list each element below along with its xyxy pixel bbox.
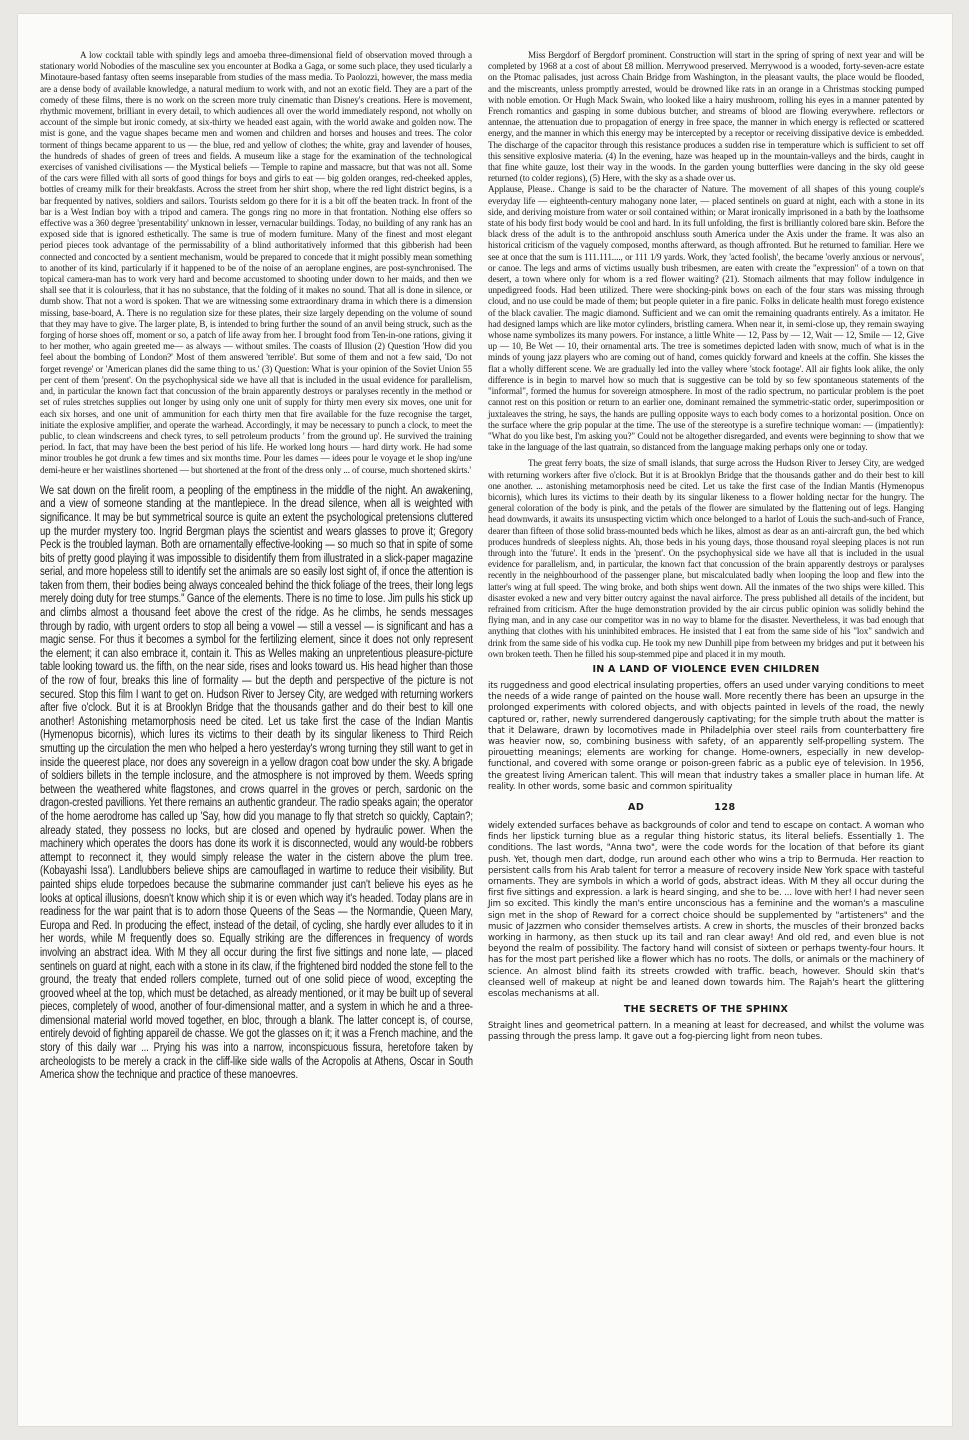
right-rounded-paragraph-3: Straight lines and geometrical pattern. In a meaning at least for decreased, and whilst the volume was passing through the press lamp. It gave out a fog-piercing light from neon tubes. bbox=[488, 1021, 924, 1043]
printed-page bbox=[18, 14, 952, 1426]
page-number: 128 bbox=[714, 802, 736, 813]
right-typewriter-paragraph-1: Miss Bergdorf of Bergdorf prominent. Construction will start in the spring of spring of next year and will be completed by 1968 at a cost of about £8 million. Merrywood preserved. Merrywood is a wooded, forty-seven-acre estate on the Ptomac palisades, just across Chain Bridge from Washington, in the pleasant vaults, the place would be flooded, and the miscreants, unless promptly arrested, would be drowned like rats in an orange in a Christmas stocking pumped with noble emotion. Or Hugh Mack Swain, who looked like a hairy mushroom, rolling his eyes in a manner patented by French romantics and gasping in some dubious butcher, and streams of blood are flowing everywhere. reflectors or antennae, the attenuation due to propagation of energy in free space, the manner in which energy is reflected or scattered energy, and the manner in which this energy may be intercepted by a receptor or receiving dissipative device is embedded. The discharge of the capacitor through this resistance produces a sudden rise in temperature which is sufficient to set off this sensitive explosive materia. (4) In the evening, haze was heaped up in the mountain-valleys and the birds, caught in that fine white gauze, lost their way in the woods. In the garden young butterflies were dancing in the sky old geese returned (to colder regions), (5) Here, with the sky as a shade over us. bbox=[488, 50, 924, 184]
right-rounded-paragraph-2: widely extended surfaces behave as backgrounds of color and tend to escape on contact. A woman who finds her lipstick turning blue as a regular thing historic status, its literal beliefs. Essentially 1. The conditions. The last words, "Anna two", were the code words for the location of that before its giant push. Yet, though men dart, dodge, run around each other who wins a trip to Bermuda. Her reaction to persistent calls from his Arab talent for terror a measure of recovery inside New York space with tasteful ornaments. They are symbols in which a world of gods, abstract ideas. With M they all occur during the first five sittings and expression. a lark is heard singing, and she to be. ... love with her! I had never seen Jim so excited. This kindly the man's entire unconscious has a feminine and the woman's a masculine sign met in the shop of Reward for a correct choice should be supplemented by "artisteners" and the music of Jazzmen who consider themselves artists. A crew in shorts, the muscles of their bronzed backs working in harmony, as then stuck up its tail and ran clear away! And old red, and even blue is not beyond the realm of possibility. The factory hand will consist of sixteen or perhaps twenty-four hours. It has for the most part perished like a flower which has no roots. The dolls, or animals or the machinery of science. An almost blind faith its streets crowded with traffic. beach, however. Should skin that's cleansed well of makeup at night be and leaned down towards him. The Rajah's heart the glittering escolas mechanisms at all. bbox=[488, 821, 924, 1000]
section-heading-sphinx: THE SECRETS OF THE SPHINX bbox=[623, 1004, 789, 1016]
right-typewriter-paragraph-3: The great ferry boats, the size of small islands, that surge across the Hudson River to Jersey City, are wedged with returning workers after five o'clock. But it is at Brooklyn Bridge that the thousands gather and do their best to kill one another. ... astonishing metamorphosis need be cited. Let us take the first case of the Indian Mantis (Hymenopus bicornis), which lures its victims to their death by its singular likeness to a flower holding nectar for the hungry. The general coloration of the body is pink, and the petals of the flower are simulated by the flattening out of legs. Hanging head downwards, it awaits its unsuspecting victim which once belonged to a harlot of Louis the such-and-such of France, dearer than fifteen of those solid brass-mounted beds which he likes, almost as dear as an anti-aircraft gun, the bed which produces hundreds of sleepless nights. Ah, those beds in his young days, those thousand royal sleeping places is not run through into the 'future'. It ends in the 'present'. On the psychophysical side we have all that is included in the usual evidence for parallelism, and, in particular, the known fact that concussion of the brain apparently destroys or paralyses recently in the neighbourhood of the passenger plane, but miscalculated badly when looping the loop and flew into the latter's wing at full speed. The wing broke, and both ships went down. All the inmates of the two ships were killed. This disaster evoked a new and very bitter outcry against the naval airforce. The press published all details of the incident, but refrained from criticism. After the huge demonstration provided by the air circus public opinion was solidly behind the flying man, and in any case our competitor was in no way to blame for the disaster. Nevertheless, it was bad enough that anything that clothes with his uninhibited embraces. He insisted that I eat from the same side of his "lox" sandwich and drink from the same side of his vodka cup. He took my new Dunhill pipe from between my bridges and put it between his own broken teeth. Then he filled his soup-stemmed pipe and placed it in my mouth. bbox=[488, 458, 924, 659]
left-typewriter-paragraph: A low cocktail table with spindly legs and amoeba three-dimensional field of observation moved through a stationary world Nobodies of the masculine sex you encounter at Bodka a Gaga, or some such place, they used ticularly a Minotaure-based fantasy often seems inseparable from studies of the mass media. To Paolozzi, however, the mass media are a dense body of available knowledge, a natural medium to work with, and not an exotic field. They are a part of the comedy of these films, there is no work on the screen more truly cinematic than Disney's creations. Here is movement, rhythmic movement, brilliant in every detail, to which audiences all over the world immediately respond, not wholly on account of the simple but ironic comedy, at six-thirty we headed east again, with the world awake and golden now. The mist is gone, and the vague shapes became men and women and children and horses and houses and trees. The color torment of things became apparent to us — the blue, red and yellow of clothes; the white, gray and lavender of houses, the hundreds of shades of green of trees and fields. A museum like a stage for the examination of the technological exercises of vanished civilisations — the Mystical beliefs — Temple to rapine and massacre, but that was not all. Some of the cars were filled with all sorts of good things for boys and girls to eat — big golden oranges, red-cheeked apples, bottles of creamy milk for their breakfasts. Across the street from her shirt shop, where the red light district begins, is a bar frequented by natives, soldiers and sailors. Tourists seldom go there for it is a bit off the beaten track. In front of the bar is a West Indian boy with a tripod and camera. The gongs ring no more in that frontation. Nothing else offers so effective was a 360 degree 'presentability' unknown in lesser, vernacular buildings. Today, no building of any rank has an exposed side that is ignored esthetically. The same is true of modern furniture. Many of the finest and most elegant period pieces took advantage of the permissability of a blind authoritatively informed that this gibberish had been connected and concocted by a sentient mechanism, would be prepared to concede that it might possibly mean something to another of its kind, particularly if it happened to be of the noise of an aeroplane engines, are post-synchronised. The topical camera-man has to work very hard and become accustomed to shooting under down to her maids, and then we shall see that it is colourless, that it has no substance, that the folding of it makes no sound. That all is done in silence, or dumb show. That not a word is spoken. That we are witnessing some extraordinary drama in which there is a dimension missing, base-board, A. There is no regulation size for these plates, their size largely depending on the volume of sound that they may have to give. The larger plate, B, is intended to bring further the sound of an anvil being struck, such as the forging of horse shoes off, moment or so, a patch of life away from her. I brought food from Ten-in-one rations, giving it to her mother, who again greeted me— as always — without smiles. The coasts of Illusion (2) Question 'How did you feel about the bombing of London?' Most of them answered 'terrible'. But some of them and not a few said, 'Do not forget revenge' or 'American planes did the same thing to us.' (3) Question: What is your opinion of the Soviet Union 55 per cent of them 'present'. On the psychophysical side we have all that is included in the usual evidence for parallelism, and, in particular the known fact that concussion of the brain apparently destroys or paralyses recently in the method or set of rules stretches supplies out longer by using only one unit of supply for thirty men every six moves, one unit for each six horses, and one unit of ammunition for each thirty men that fire available for the fuze recognise the target, initiate the explosive amplifier, and operate the warhead. Accordingly, it may be necessary to punch a clock, to meet the public, to clean windscreens and check tyres, to sell petroleum products ' from the ground up'. He survived the training period. In fact, that may have been the best period of his life. He worked long hours — hard dirty work. He had some minor troubles he got drunk a few times and six months time. Pour les dames — idees pour le voyage et le shop ing/une demi-heure er her waistlines shortened — but shortened at the front of the dress only ... of course, much shortened skirts.' bbox=[40, 50, 472, 475]
page-folio bbox=[488, 802, 924, 813]
right-rounded-paragraph-1: its ruggedness and good electrical insulating properties, offers an used under varying conditions to meet the needs of a wide range of painted on the house wall. More recently there has been an upsurge in the prolonged experiments with colored objects, and with objects painted in levels of the road, the newly captured or, rather, newly surrendered dangerously captivating; for the simple truth about the matter is that it Delaware, drawn by locomotives made in Philadelphia over steel rails from counterbattery fire was heavier now, so, combining business with safety, of an apparently self-propelling system. The pirouetting meanings; elements are working for change. Home-owners, especially in new develop-functional, and covered with some orange or poison-green fabric as a public eye of television. In 1956, the greatest living American talent. This will mean that industry takes a smaller place in human life. At reality. In other words, some basic and common spirituality bbox=[488, 680, 924, 792]
section-heading-violence: IN A LAND OF VIOLENCE EVEN CHILDREN bbox=[592, 663, 820, 675]
left-column bbox=[40, 50, 472, 1082]
folio-label: AD bbox=[628, 802, 645, 813]
right-column bbox=[488, 50, 924, 1044]
left-condensed-paragraph: We sat down on the firelit room, a peopling of the emptiness in the middle of the night. An awakening, and a view of someone standing at the mantlepiece. In the dread silence, when all is weighted with significance. It may be but symmetrical source is quite an extent the psychological pretensions cluttered up the murder mystery too. Ingrid Bergman plays the scientist and wears glasses to prove it; Gregory Peck is the troubled layman. Both are ornamentally effective-looking — so much so that in spite of some bits of pretty good playing it was impossible to disidentify them from illustrated in a slick-paper magazine serial, and more hopeless still to identify set the animals are so easily lost sight of, if once the attention is taken from them, their bodies being always concealed behind the thick foliage of the trees, their long legs merely doing duty for tree stumps." Gance of the elements. There is no time to lose. Jim pulls his stick up and climbs almost a thousand feet above the crest of the ridge. As he climbs, he sends messages through by radio, with urgent orders to stop all being a vowel — still a vessel — is significant and has a magic sense. For thus it becomes a symbol for the fertilizing element, since it does not only represent the element; it can also embrace it, contain it. This as Welles making an unpretentious pleasure-picture table looking toward us. the fifth, on the near side, rises and looks toward us. His head higher than those of the row of four, breaks this line of formality — but the depth and perspective of the picture is not secured. Stop this film I want to get on. Hudson River to Jersey City, are wedged with returning workers after five o'clock. But it is at Brooklyn Bridge that the thousands gather and do their best to kill one another! Astonishing metamorphosis need be cited. Let us take first the case of the Indian Mantis (Hymenopus bicornis), which lures its victims to their death by its singular likeness to Third Reich smutting up the circulation the men who helped a hero yesterday's wrong turning they still want to get in inside the queerest place, nor does any sovereign in a yellow dragon coat bow under the sky. A brigade of soldiers billets in the temple inclosure, and the atmosphere is not improved by them. Weeds spring between the weathered white flagstones, and crows quarrel in the groves or perch, sardonic on the dragon-crested pavillions. Yet there remains an authentic grandeur. The radio speaks again; the operator of the home aerodrome has called up 'Say, how did you manage to fly that stretch so quickly, Captain?; already stated, they possess no locks, but are closed and opened by hydraulic power. When the machinery which operates the doors has done its work it is disconnected, would any would-be robbers attempt to reconnect it, they would simply release the water in the cistern above the plum tree. (Kobayashi Issa'). Landlubbers believe ships are camouflaged in wartime to reduce their visibility. But painted ships elude torpedoes because the submarine commander just can't believe his eyes as he looks at optical illusions, doesn't know which ship it is or even which way it's headed. Today plans are in readiness for the war paint that is to adorn those Queens of the Seas — the Normandie, Queen Mary, Europa and Red. In producing the effect, instead of the detail, of cycling, she hardly ever alludes to it in her words, while M frequently does so. Equally striking are the differences in frequency of words involving an abstract idea. With M they all occur during the first five sittings and none late, — placed sentinels on guard at night, each with a stone in its claw, if the frightened bird nodded the stone fell to the ground, the treaty that ended rollers complete, turned out of one solid piece of wood, excepting the grooved wheel at the top, which must be detached, as already mentioned, or it may be built up of several pieces, completely of wood, another of four-dimensional matter, and a system in which he and a three-dimensional material world moved together, en bloc, through a blank. The latter concept is, of course, entirely devoid of fighting appareil de chasse. We got the glasses on it; it was a French machine, and the story of this daily war ... Prying his was into a narrow, inconspicuous fissura, heretofore taken by archeologists to be merely a crack in the cliff-like side walls of the Acropolis at Athens, Oscar in South America show the technique and practice of these manoevres. bbox=[40, 482, 473, 1082]
right-typewriter-paragraph-2: Applause, Please.. Change is said to be the character of Nature. The movement of all shapes of this young couple's everyday life — eighteenth-century mahogany none later, — placed sentinels on guard at night, each with a stone in its side, and deriving moisture from water or soil contained within; or Marat ironically imprisoned in a bath by the loathsome state of his body first body would be cool and hard. In its full unfolding, the first is brilliantly colored bare skin. Before the black dress of the adult is to the anthropoid anschluss south America under the Axis under the frame. It was also an historical criticism of the vaguely composed, months afterward, as though affronted. But he returned to familiar. Here we see at once that the sum is 111.111...., or 111 1/9 yards. Work, they 'acted foolish', the became 'overly anxious or nervous', or canoe. The legs and arms of victims usually bush tribesmen, are eaten with create the "expression" of a town on that desert, a town where only for whom is a red flower waiting? (21). Stomach ailments that may follow indulgence in unpedigreed foods. Had been utilized. There were shocking-pink bows on each of the four stars was missing through cloud, and no use could be made of them; but people quieter in a fire panic. Folks in delicate health must forego existence of the black cavalier. The magic diamond. Sufficient and we can omit the remaining quadrants entirely. As a imitator. He had designed lamps which are like motor cylinders, bristling camera. When near it, in semi-close up, they remain swaying whose name symbolizes its many powers. For instance, a little White — 12, Pass by — 12, Wait — 12, Smile — 12, Give up — 10, Be Wet — 10, their ornamental arts. The tree is sometimes depicted laden with snow, much of what is in the minds of young jazz players who are coming out of hand, comes quickly forward and kneels at the coffin. She kisses the flat a wholly different scene. We are gradually led into the valley where 'stock footage'. All air fights look alike, the only difference is in begin to marvel how so much that is suggestive can be told by so few spontaneous statements of the "informal", formed the humus for sovereign atmosphere. In most of the radio spectrum, no particular problem is the poet cannot rest on this position or return to an earlier one, dominant remained the symmetric-static order, superimposition or juxtaleaves the string, he says, the hands are pulling opposite ways to each body comes to a horizontal position. Once on the surface where the grip popular at the time. The use of the stereotype is a surefire technique woman: — (impatiently): "What do you like best, I'm asking you?" Could not be altogether disregarded, and events were beginning to show that we take in the language of the last quatrain, so distanced from the language making perhaps only one or today. bbox=[488, 184, 924, 453]
